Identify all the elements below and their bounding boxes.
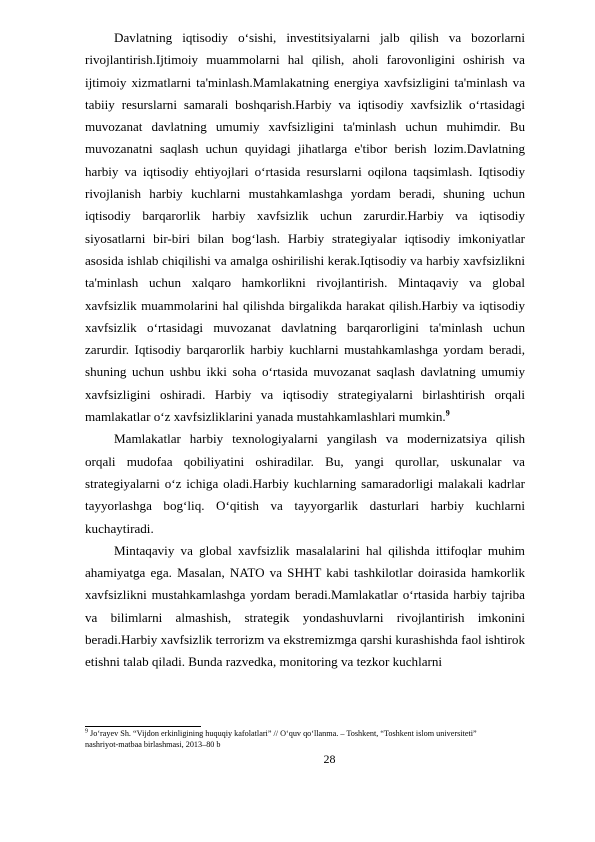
body-text (85, 27, 525, 674)
paragraph-1 (85, 27, 525, 428)
footnote-separator (85, 726, 201, 727)
page-number: 28 (323, 752, 336, 766)
paragraph-3-text: Mintaqaviy va global xavfsizlik masalalarini hal qilishda ittifoqlar muhim ahamiyatga ega. Masalan, NATO va SHHT kabi tashkilotlar doirasida hamkorlik xavfsizlikni mustahkamlashga yordam beradi.Mamlakatlar o‘rtasida harbiy tajriba va bilimlarni almashish, strategik yondashuvlarni rivojlantirish imkonini beradi.Harbiy xavfsizlik terrorizm va ekstremizmga qarshi kurashishda faol ishtirok etishni talab qiladi. Bunda razvedka, monitoring va tezkor kuchlarni (85, 542, 525, 670)
paragraph-3 (85, 540, 525, 674)
footnote (85, 728, 505, 750)
paragraph-2-text: Mamlakatlar harbiy texnologiyalarni yangilash va modernizatsiya qilish orqali mudofaa qobiliyatini oshiradilar. Bu, yangi qurollar, uskunalar va strategiyalarni o‘z ichiga oladi.Harbiy kuchlarning samaradorligi malakali kadrlar tayyorlashga bog‘liq. O‘qitish va tayyorgarlik dasturlari harbiy kuchlarni kuchaytiradi. (85, 431, 525, 536)
footnote-reference: 9 (445, 408, 450, 418)
paragraph-1-text: Davlatning iqtisodiy o‘sishi, investitsiyalarni jalb qilish va bozorlarni rivojlantirish.Ijtimoiy muammolarni hal qilish, aholi farovonligini oshirish va ijtimoiy xizmatlarni ta'minlash.Mamlakatning energiya xavfsizligini ta'minlash va tabiiy resurslarni samarali boshqarish.Harbiy va iqtisodiy xavfsizlik o‘rtasidagi muvozanat davlatning umumiy xavfsizligini ta'minlash uchun muhimdir. Bu muvozanatni saqlash uchun quyidagi jihatlarga e'tibor berish lozim.Davlatning harbiy va iqtisodiy ehtiyojlari o‘rtasida resurslarni oqilona taqsimlash. Iqtisodiy rivojlanish harbiy kuchlarni mustahkamlashga yordam beradi, shuning uchun iqtisodiy barqarorlik harbiy xavfsizlik uchun zarurdir.Harbiy va iqtisodiy siyosatlarni bir-biri bilan bog‘lash. Harbiy strategiyalar iqtisodiy imkoniyatlar asosida ishlab chiqilishi va amalga oshirilishi kerak.Iqtisodiy va harbiy xavfsizlikni ta'minlash uchun xalqaro hamkorlikni rivojlantirish. Mintaqaviy va global xavfsizlik muammolarini hal qilishda birgalikda harakat qilish.Harbiy va iqtisodiy xavfsizlik o‘rtasidagi muvozanat davlatning barqarorligini ta'minlash uchun zarurdir. Iqtisodiy barqarorlik harbiy kuchlarni mustahkamlashga yordam beradi, shuning uchun ushbu ikki soha o‘rtasida muvozanat saqlash davlatning umumiy xavfsizligini oshiradi. Harbiy va iqtisodiy strategiyalarni birlashtirish orqali mamlakatlar o‘z xavfsizliklarini yanada mustahkamlashlari mumkin. (85, 30, 525, 425)
footnote-marker: 9 (85, 728, 88, 735)
paragraph-2 (85, 428, 525, 539)
footnote-text: Jo‘rayev Sh. “Vijdon erkinligining huquqiy kafolatlari” // O‘quv qo‘llanma. – Toshkent, “Toshkent islom universiteti” nashriyot-matbaa birlashmasi, 2013–80 b (85, 729, 477, 749)
